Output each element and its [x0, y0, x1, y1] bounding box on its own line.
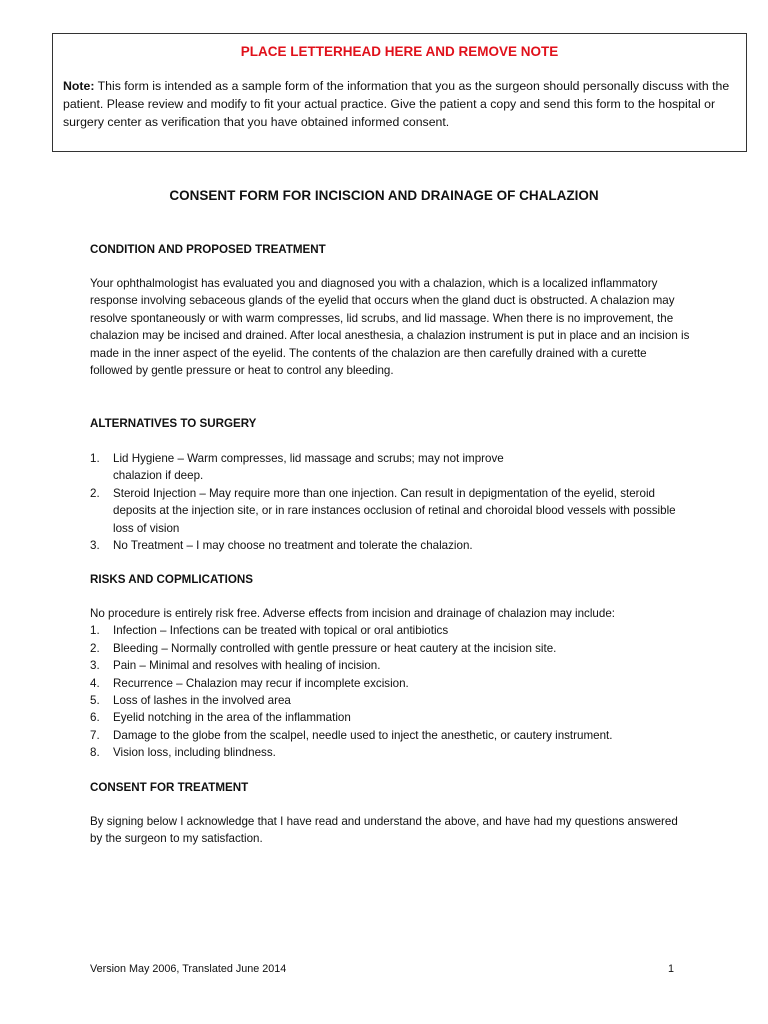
list-text: Damage to the globe from the scalpel, needle used to inject the anesthetic, or cautery instrument. [113, 728, 613, 742]
list-text: Vision loss, including blindness. [113, 746, 276, 760]
note-body: This form is intended as a sample form of the information that you as the surgeon should personally discuss with the patient. Please review and modify to fit your actual practice. Give the patient a copy and send this form to the hospital or surgery center as verification that you have obtained informed consent. [63, 79, 730, 129]
list-item [90, 450, 690, 485]
list-item [90, 727, 690, 744]
list-number: 3. [90, 539, 100, 553]
risks-intro: No procedure is entirely risk free. Adverse effects from incision and drainage of chalazion may include: [90, 607, 615, 620]
list-number: 1. [90, 452, 100, 465]
list-item [90, 485, 690, 537]
risks-section [90, 571, 690, 762]
list-text: Bleeding – Normally controlled with gentle pressure or heat cautery at the incision site. [113, 641, 557, 655]
alternatives-list [90, 450, 690, 554]
letterhead-placeholder-heading: PLACE LETTERHEAD HERE AND REMOVE NOTE [240, 44, 559, 59]
footer-version: Version May 2006, Translated June 2014 [90, 963, 287, 975]
list-text: Recurrence – Chalazion may recur if incomplete excision. [113, 676, 409, 690]
consent-text: By signing below I acknowledge that I have read and understand the above, and have had my questions answered by the surgeon to my satisfaction. [90, 815, 678, 846]
list-number: 2. [90, 486, 100, 500]
list-text: Loss of lashes in the involved area [113, 694, 291, 708]
list-item [90, 744, 690, 761]
alternatives-section [90, 415, 690, 554]
list-number: 8. [90, 746, 100, 760]
list-item [90, 675, 690, 692]
footer-page-number: 1 [668, 963, 675, 975]
list-item [90, 537, 690, 554]
letterhead-note-box [52, 33, 747, 152]
alternatives-heading: ALTERNATIVES TO SURGERY [90, 417, 257, 430]
list-item [90, 640, 690, 657]
condition-section [90, 241, 690, 379]
list-number: 6. [90, 711, 100, 725]
list-number: 5. [90, 694, 100, 708]
list-text: No Treatment – I may choose no treatment and tolerate the chalazion. [113, 539, 473, 553]
risks-list [90, 622, 690, 761]
consent-heading: CONSENT FOR TREATMENT [90, 781, 249, 794]
list-item [90, 692, 690, 709]
list-item [90, 709, 690, 726]
note-paragraph [63, 78, 736, 131]
list-text: Lid Hygiene – Warm compresses, lid massage and scrubs; may not improve chalazion if deep. [113, 452, 504, 483]
document-title: CONSENT FORM FOR INCISCION AND DRAINAGE OF CHALAZION [169, 188, 599, 203]
risks-heading: RISKS AND COPMLICATIONS [90, 573, 253, 586]
list-number: 1. [90, 624, 100, 638]
list-number: 4. [90, 676, 100, 690]
condition-heading: CONDITION AND PROPOSED TREATMENT [90, 243, 326, 256]
list-number: 7. [90, 728, 100, 742]
condition-text: Your ophthalmologist has evaluated you and diagnosed you with a chalazion, which is a localized inflammatory response involving sebaceous glands of the eyelid that occurs when the gland duct is obstructed. A chalazion may resolve spontaneously or with warm compresses, lid scrubs, and lid massage. When there is no improvement, the chalazion may be incised and drained. After local anesthesia, a chalazion instrument is put in place and an incision is made in the inner aspect of the eyelid. The contents of the chalazion are then carefully drained with a curette followed by gentle pressure or heat to control any bleeding. [90, 277, 690, 378]
list-text: Pain – Minimal and resolves with healing of incision. [113, 659, 381, 673]
list-text: Steroid Injection – May require more than one injection. Can result in depigmentation of the eyelid, steroid deposits at the injection site, or in rare instances occlusion of retinal and choroidal blood vessels with possible loss of vision [113, 486, 676, 535]
list-text: Eyelid notching in the area of the inflammation [113, 711, 351, 725]
list-number: 3. [90, 659, 100, 673]
list-item [90, 622, 690, 639]
note-label: Note: [63, 79, 95, 93]
list-text: Infection – Infections can be treated with topical or oral antibiotics [113, 624, 449, 638]
list-number: 2. [90, 641, 100, 655]
consent-section [90, 779, 690, 848]
list-item [90, 657, 690, 674]
